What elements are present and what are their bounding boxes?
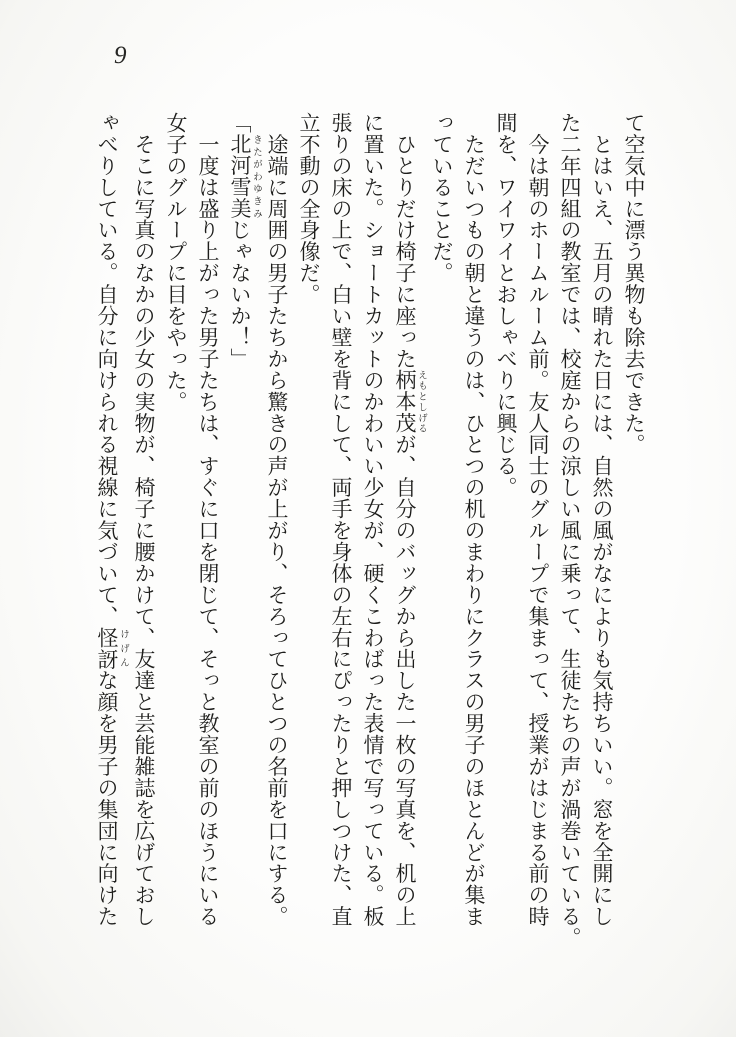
text-line: 「北河雪美 きたがわゆきみじゃないか！」 [228,112,261,370]
ruby-term: 柄本茂 えもとしげる [393,369,426,434]
text-line: 立不動の全身像だ。 [297,112,321,306]
text-line: 途端に周囲の男子たちから驚きの声が上がり、そろってひとつの名前を口にする。 [265,112,289,928]
ruby-term: 北河雪美 きたがわゆきみ [228,133,261,220]
text-line: そこに写真のなかの少女の実物が、椅子に腰かけて、友達と芸能雑誌を広げておし [132,112,156,928]
text-line: 間を、ワイワイとおしゃべりに興じる。 [494,112,518,499]
text-line: ただいつもの朝と違うのは、ひとつの机のまわりにクラスの男子のほとんどが集ま [462,112,486,928]
ruby-term: 怪訝 けげん [95,626,128,670]
text-line: とはいえ、五月の晴れた日には、自然の風がなによりも気持ちいい。窓を全開にし [590,112,614,928]
text-line: に置いた。ショートカットのかわいい少女が、硬くこわばった表情で写っている。板 [361,112,385,928]
text-line: ゃべりしている。自分に向けられる視線に気づいて、怪訝 けげんな顔を男子の集団に向けた [95,112,128,928]
text-line: ひとりだけ椅子に座った柄本茂 えもとしげるが、自分のバッグから出した一枚の写真を、机の上 [393,112,426,928]
page-number: 9 [114,42,128,69]
text-line: 女子のグループに目をやった。 [164,112,188,413]
text-line: て空気中に漂う異物も除去できた。 [622,112,646,456]
text-line: 張りの床の上で、白い壁を背にして、両手を身体の左右にぴったりと押しつけた、直 [329,112,353,928]
ruby-reading: きたがわゆきみ [251,133,261,220]
text-line: 一度は盛り上がった男子たちは、すぐに口を閉じて、そっと教室の前のほうにいる [196,112,220,928]
text-block [91,112,650,970]
text-line: っていることだ。 [430,112,454,284]
ruby-reading: えもとしげる [416,369,426,434]
text-line: た二年四組の教室では、校庭からの涼しい風に乗って、生徒たちの声が渦巻いている。 [558,112,582,949]
text-line: 今は朝のホームルーム前。友人同士のグループで集まって、授業がはじまる前の時 [526,112,550,928]
ruby-reading: けげん [118,626,128,670]
